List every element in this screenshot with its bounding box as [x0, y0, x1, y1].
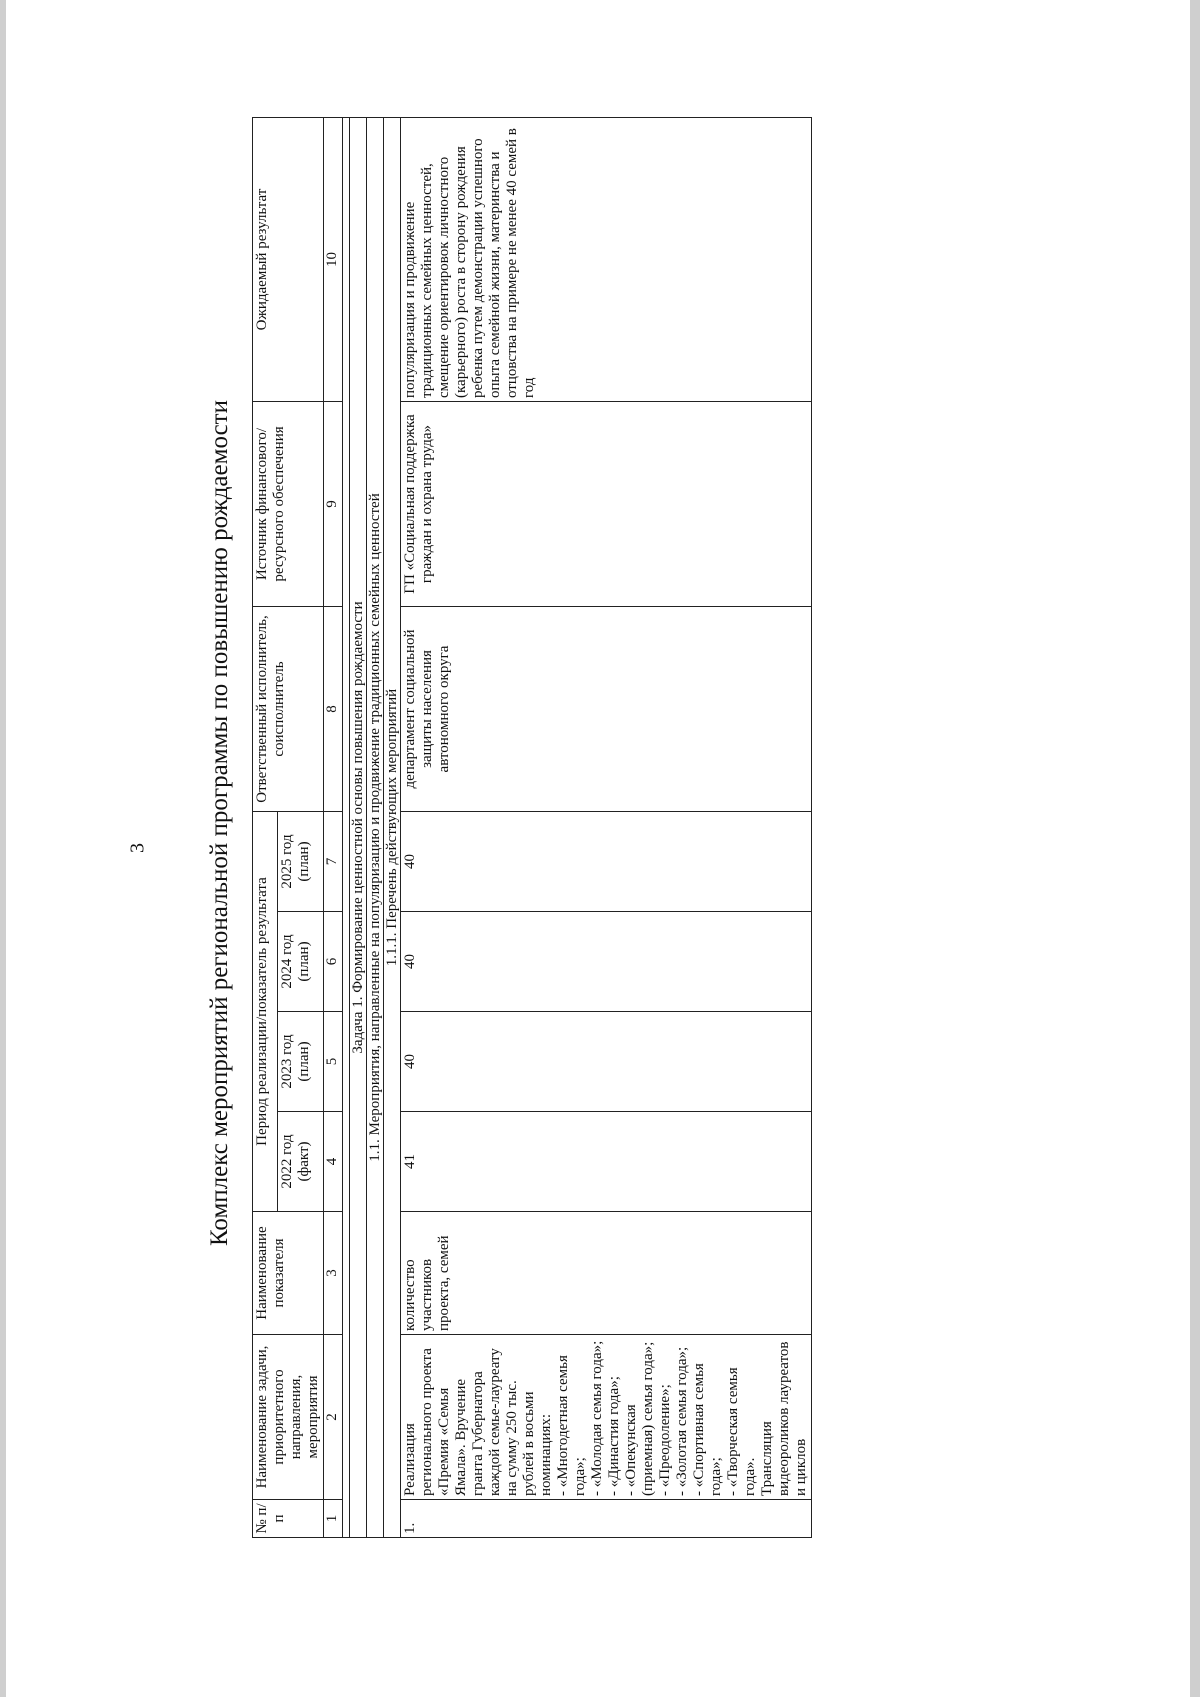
- section-1-1-1-heading: 1.1.1. Перечень действующих мероприятий: [384, 118, 401, 1538]
- measure-name-line: - «Династия года»;: [606, 1376, 622, 1496]
- header-2022: 2022 год (факт): [277, 1112, 323, 1212]
- header-responsible: Ответственный исполнитель, соисполнитель: [253, 607, 324, 812]
- measure-name-line: Реализация регионального проекта «Премия «Семья Ямала». Вручение гранта Губернатора каждой семье-лауреату на сумму 250 тыс. рублей в восьми номинациях:: [402, 1348, 554, 1496]
- measure-name-line: - «Золотая семья года»;: [674, 1346, 690, 1496]
- header-task-name: Наименование задачи, приоритетного направления, мероприятия: [253, 1335, 324, 1500]
- rotated-page-content: [190, 108, 1130, 1578]
- section-1-1-1-row: [384, 118, 401, 1538]
- row-number: 1.: [401, 1500, 812, 1538]
- indicator-name: количество участников проекта, семей: [401, 1212, 812, 1335]
- scan-edge-left: [0, 0, 6, 1697]
- colnum-7: 7: [324, 812, 343, 912]
- measure-name: [401, 1335, 812, 1500]
- task-1-row: [350, 118, 367, 1538]
- colnum-6: 6: [324, 912, 343, 1012]
- section-1-1-heading: 1.1. Мероприятия, направленные на популяризацию и продвижение традиционных семейных ценностей: [367, 118, 384, 1538]
- measure-name-line: - «Молодая семья года»;: [589, 1340, 605, 1496]
- header-2024: 2024 год (план): [277, 912, 323, 1012]
- colnum-9: 9: [324, 402, 343, 607]
- spacer-row: [343, 118, 350, 1538]
- colnum-3: 3: [324, 1212, 343, 1335]
- colnum-10: 10: [324, 118, 343, 402]
- header-2023: 2023 год (план): [277, 1012, 323, 1112]
- value-2023: 40: [401, 1012, 812, 1112]
- column-numbers-row: [324, 118, 343, 1538]
- header-result: Ожидаемый результат: [253, 118, 324, 402]
- colnum-4: 4: [324, 1112, 343, 1212]
- responsible-executor: департамент социальной защиты населения автономного округа: [401, 607, 812, 812]
- measures-table: [252, 117, 812, 1538]
- header-row-1: [253, 118, 278, 1538]
- table-row: [401, 118, 812, 1538]
- header-period: Период реализации/показатель результата: [253, 812, 278, 1212]
- section-1-1-row: [367, 118, 384, 1538]
- table-wrapper: [252, 118, 812, 1538]
- expected-result: популяризация и продвижение традиционных семейных ценностей, смещение ориентировок личностного (карьерного) роста в сторону рождения ребенка путем демонстрации успешного опыта семейной жизни, материнства и отцовства на примере не менее 40 семей в год: [401, 118, 812, 402]
- header-number: № п/п: [253, 1500, 324, 1538]
- measure-name-line: - «Преодоление»;: [657, 1384, 673, 1496]
- header-source: Источник финансового/ ресурсного обеспечения: [253, 402, 324, 607]
- value-2025: 40: [401, 812, 812, 912]
- page-number: 3: [126, 843, 149, 853]
- measure-name-line: - «Творческая семья года».: [725, 1367, 758, 1496]
- header-2025: 2025 год (план): [277, 812, 323, 912]
- header-indicator: Наименование показателя: [253, 1212, 324, 1335]
- measure-name-line: Трансляция видеороликов лауреатов и циклов: [759, 1341, 809, 1496]
- measure-name-line: - «Опекунская (приемная) семья года»;: [623, 1341, 656, 1496]
- task-1-heading: Задача 1. Формирование ценностной основы повышения рождаемости: [350, 118, 367, 1538]
- measure-name-line: - «Спортивная семья года»;: [691, 1363, 724, 1496]
- scan-edge-right: [1190, 0, 1200, 1697]
- colnum-1: 1: [324, 1500, 343, 1538]
- document-title: Комплекс мероприятий региональной программы по повышению рождаемости: [206, 400, 233, 1246]
- value-2022: 41: [401, 1112, 812, 1212]
- value-2024: 40: [401, 912, 812, 1012]
- colnum-8: 8: [324, 607, 343, 812]
- colnum-5: 5: [324, 1012, 343, 1112]
- funding-source: ГП «Социальная поддержка граждан и охрана труда»: [401, 402, 812, 607]
- colnum-2: 2: [324, 1335, 343, 1500]
- measure-name-line: - «Многодетная семья года»;: [555, 1355, 588, 1496]
